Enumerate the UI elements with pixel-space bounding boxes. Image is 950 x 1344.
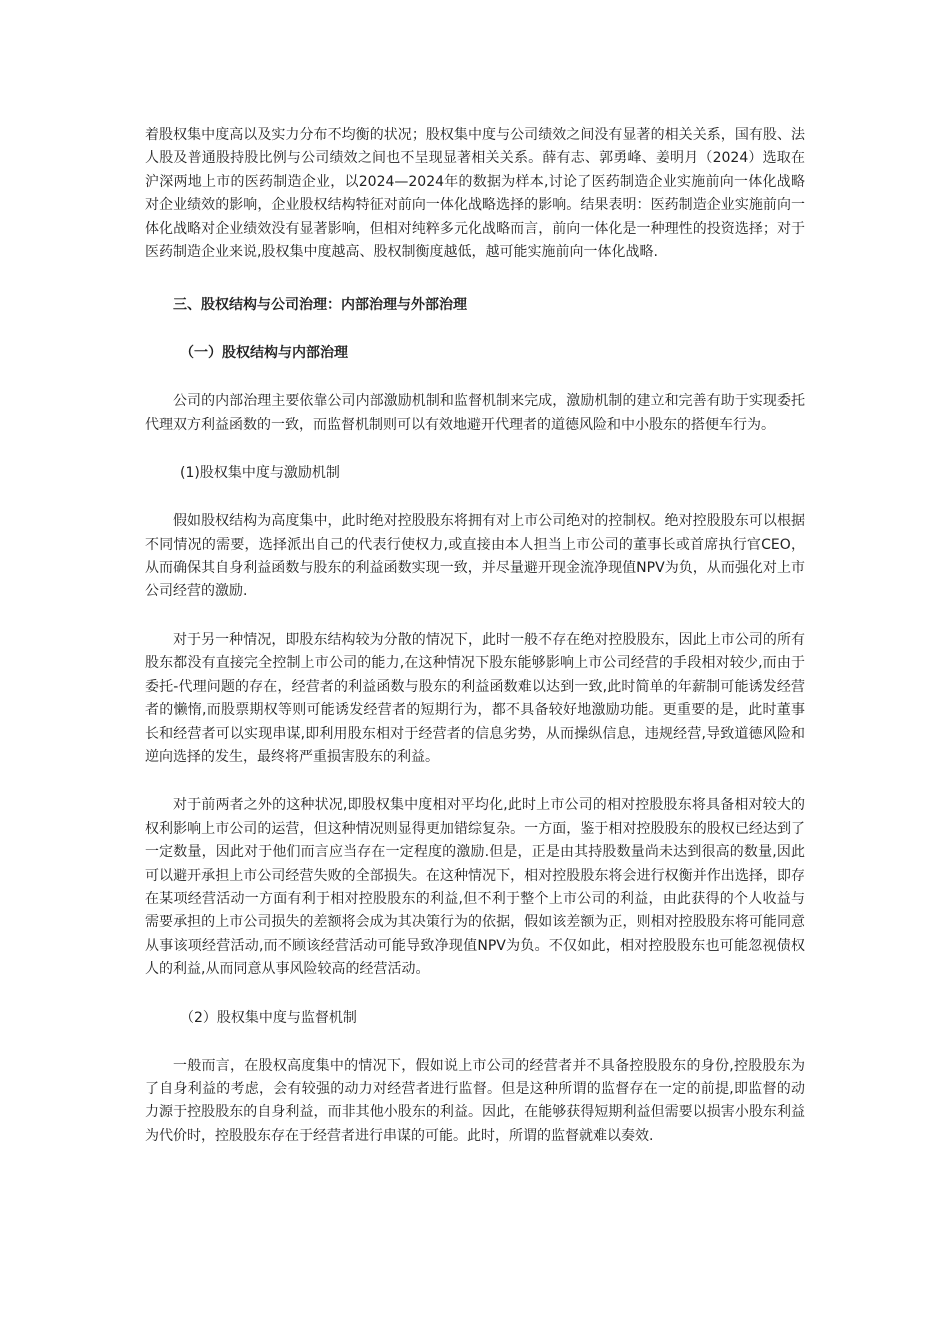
paragraph-incentive-2: 对于另一种情况，即股东结构较为分散的情况下，此时一般不存在绝对控股股东，因此上市公司的所有股东都没有直接完全控制上市公司的能力,在这种情况下股东能够影响上市公司经营的手段相对较少,而由于委托-代理问题的存在，经营者的利益函数与股东的利益函数难以达到一致,此时简单的年薪制可能诱发经营者的懒惰,而股票期权等则可能诱发经营者的短期行为，都不具备较好地激励功能。更重要的是，此时董事长和经营者可以实现串谋,即利用股东相对于经营者的信息劣势，从而操纵信息，违规经营,导致道德风险和逆向选择的发生，最终将严重损害股东的利益。 xyxy=(145,631,805,765)
paragraph-intro: 着股权集中度高以及实力分布不均衡的状况；股权集中度与公司绩效之间没有显著的相关关系，国有股、法人股及普通股持股比例与公司绩效之间也不呈现显著相关关系。薛有志、郭勇峰、姜明月（2024）选取在沪深两地上市的医药制造企业，以2024—2024年的数据为样本,讨论了医药制造企业实施前向一体化战略对企业绩效的影响，企业股权结构特征对前向一体化战略选择的影响。结果表明：医药制造企业实施前向一体化战略对企业绩效没有显著影响，但相对纯粹多元化战略而言，前向一体化是一种理性的投资选择；对于医药制造企业来说,股权集中度越高、股权制衡度越低，越可能实施前向一体化战略. xyxy=(145,127,805,261)
item-heading-incentive: (1)股权集中度与激励机制 xyxy=(180,465,340,482)
paragraph-internal-governance: 公司的内部治理主要依靠公司内部激励机制和监督机制来完成，激励机制的建立和完善有助于实现委托代理双方利益函数的一致，而监督机制则可以有效地避开代理者的道德风险和中小股东的搭便车行为。 xyxy=(145,393,805,433)
document-page xyxy=(145,124,805,1148)
item-heading-supervision: （2）股权集中度与监督机制 xyxy=(180,1009,357,1026)
paragraph-supervision-1: 一般而言，在股权高度集中的情况下，假如说上市公司的经营者并不具备控股股东的身份,控股股东为了自身利益的考虑，会有较强的动力对经营者进行监督。但是这种所谓的监督存在一定的前提,即监督的动力源于控股股东的自身利益，而非其他小股东的利益。因此，在能够获得短期利益但需要以损害小股东利益为代价时，控股股东存在于经营者进行串谋的可能。此时，所谓的监督就难以奏效. xyxy=(145,1057,805,1144)
subsection-heading-1: （一）股权结构与内部治理 xyxy=(180,345,348,362)
paragraph-incentive-1: 假如股权结构为高度集中，此时绝对控股股东将拥有对上市公司绝对的控制权。绝对控股股东可以根据不同情况的需要，选择派出自己的代表行使权力,或直接由本人担当上市公司的董事长或首席执行官CEO，从而确保其自身利益函数与股东的利益函数实现一致，并尽量避开现金流净现值NPV为负，从而强化对上市公司经营的激励. xyxy=(145,513,805,600)
section-heading-3: 三、股权结构与公司治理：内部治理与外部治理 xyxy=(173,297,467,314)
paragraph-incentive-3: 对于前两者之外的这种状况,即股权集中度相对平均化,此时上市公司的相对控股股东将具备相对较大的权利影响上市公司的运营，但这种情况则显得更加错综复杂。一方面，鉴于相对控股股东的股权已经达到了一定数量，因此对于他们而言应当存在一定程度的激励.但是，正是由其持股数量尚未达到很高的数量,因此可以避开承担上市公司经营失败的全部损失。在这种情况下，相对控股股东将会进行权衡并作出选择，即存在某项经营活动一方面有利于相对控股股东的利益,但不利于整个上市公司的利益，由此获得的个人收益与需要承担的上市公司损失的差额将会成为其决策行为的依据，假如该差额为正，则相对控股股东将可能同意从事该项经营活动,而不顾该经营活动可能导致净现值NPV为负。不仅如此，相对控股股东也可能忽视债权人的利益,从而同意从事风险较高的经营活动。 xyxy=(145,797,805,978)
